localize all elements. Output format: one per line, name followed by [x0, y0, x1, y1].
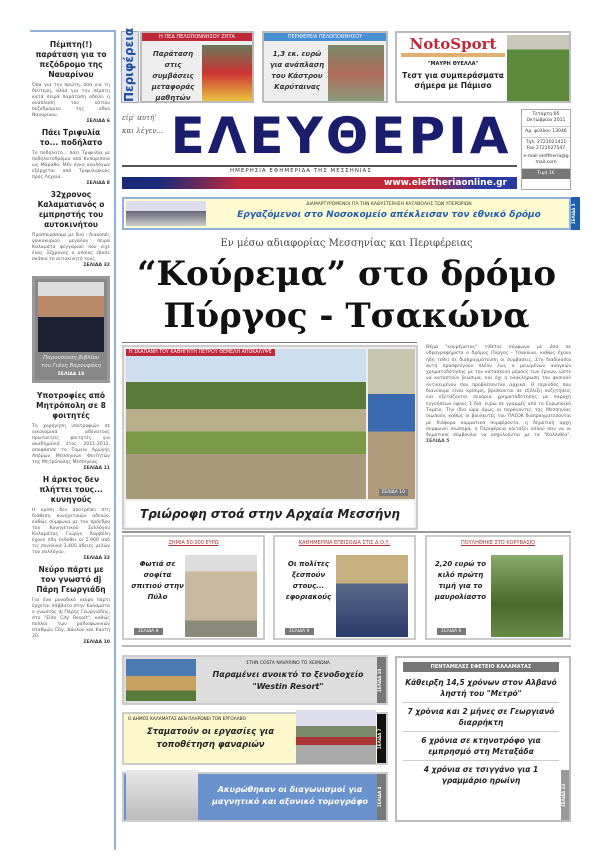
box-text: Φωτιά σε σοφίτα σπιτιού στην Πύλο: [131, 560, 184, 601]
photo-story[interactable]: [122, 345, 418, 530]
page-ref: ΣΕΛΙΔΑ 8: [134, 628, 163, 635]
page-tab: ΣΕΛΙΔΑ 10: [377, 657, 386, 703]
court-header: ΠΕΝΤΑΜΕΛΕΣ ΕΦΕΤΕΙΟ ΚΑΛΑΜΑΤΑΣ: [403, 662, 559, 672]
page-tab: ΣΕΛΙΔΑ 3: [571, 197, 580, 230]
article-body: Τη χορήγηση υποτροφιών σε οικονομικά αδύνατους πρωτοετείς φοιτητές για ακαδημαϊκό έτος 2011-2012, αποφάσισε το Ταμείο Αρωγής Απόρων Μεσσηνίων Φοιτητών της Μητρόπολης Μεσσηνίας.: [32, 424, 110, 465]
photo-box[interactable]: [32, 276, 110, 383]
teaser-text: Παράταση στις συμβάσεις μεταφοράς μαθητών: [151, 50, 195, 102]
banner-story[interactable]: [122, 197, 571, 230]
page-ref: ΣΕΛΙΔΑ 32: [83, 556, 110, 561]
article-body: Όσα για την πρώτη, όσα για τη δεύτερη, αλλά για την πέμπτη κατά σειρά παράταση οδεύει η ανάπλαση του νοτίου πεζοδρομίου της οδού Ναυαρίνου.: [32, 83, 110, 118]
story-text: Ακυρώθηκαν οι διαγωνισμοί για μαγνητικό και αξονικό τομογράφο: [212, 785, 368, 806]
court-box[interactable]: [395, 656, 571, 822]
page-ref: ΣΕΛΙΔΑ 6: [437, 628, 466, 635]
professor-photo: [368, 349, 415, 499]
logo[interactable]: ΕΛΕΥΘΕΡΙΑ: [170, 107, 512, 165]
left-article[interactable]: [32, 565, 110, 645]
news-box[interactable]: [273, 535, 416, 640]
story-text: Σταματούν οι εργασίες για τοποθέτηση φαναριών: [146, 727, 275, 750]
article-title: Πάει Τριφυλία το... ποδήλατο: [39, 128, 103, 147]
teaser-photo: [328, 45, 384, 101]
email: e-mail eleftheria@gmail.com: [522, 152, 570, 169]
article-body: Για ένα μοναδικό νεύρο πάρτι έρχεται σάββατο στην Καλαμάτα ο γνωστός dj Πάρης Γεωργιάδης, στο "Elite City Resort", καθώς πολλοί των ραδιοφωνικών σταθμών City, Δάυλου και Καυτή 20.: [32, 598, 110, 639]
news-box[interactable]: [122, 535, 265, 640]
issue-date: Τετάρτη 05 Οκτωβρίου 2011: [522, 110, 570, 127]
story-text: Παραμένει ανοικτό το ξενοδοχείο "Westin Resort": [212, 670, 364, 691]
bottom-story[interactable]: [122, 712, 388, 765]
page-ref: ΣΕΛΙΔΑ 6: [86, 119, 110, 124]
teaser-header: Η ΠΕΔ ΠΕΛΟΠΟΝΝΗΣΟΥ ΖΗΤΑ: [142, 33, 252, 41]
court-item: 6 χρόνια σε κτηνοτρόφο για εμπρησμό στη Μεταξάδα: [403, 732, 559, 761]
portrait-photo: [38, 282, 104, 352]
box-header: ΠΟΥΛΗΘΗΚΕ ΣΤΟ ΚΟΡΥΒΑΣΙΟ: [460, 540, 536, 546]
page-ref: ΣΕΛΙΔΑ 18: [57, 372, 85, 377]
article-title: Πέμπτη(!) παράταση για το πεζόδρομο της Ναυαρίνου: [35, 40, 107, 79]
lead-headline-1[interactable]: “Κούρεμα” στο δρόμο: [136, 254, 557, 294]
article-title: Νεύρο πάρτι με τον γνωστό dj Πάρη Γεωργιάδη: [36, 565, 106, 594]
left-article[interactable]: [32, 475, 110, 561]
banner-title: Εργαζόμενοι στο Νοσοκομείο απέκλεισαν τον εθνικό δρόμο: [237, 210, 541, 220]
teaser-box[interactable]: [262, 31, 388, 103]
masthead-subtitle: ΗΜΕΡΗΣΙΑ ΕΦΗΜΕΡΙΔΑ ΤΗΣ ΜΕΣΣΗΝΙΑΣ: [230, 168, 372, 174]
box-text: Οι πολίτες ξεσπούν στους... εφοριακούς: [285, 560, 332, 601]
page-tab: ΣΕΛΙΔΑ 13: [561, 770, 569, 820]
story-kicker: Ο ΔΗΜΟΣ ΚΑΛΑΜΑΤΑΣ ΔΕΝ ΠΛΗΡΩΝΕΙ ΤΟΝ ΕΡΓΟΛΑΒΟ: [128, 717, 246, 722]
box-photo: [185, 555, 257, 637]
court-item: 4 χρόνια σε τσιγγάνο για 1 γραμμάριο ηρωίνη: [423, 765, 539, 785]
page-ref: ΣΕΛΙΔΑ 11: [83, 466, 110, 471]
photo-label: Η ΣΚΑΠΑΝΗ ΤΟΥ ΚΑΘΗΓΗΤΗ ΠΕΤΡΟΥ ΘΕΜΕΛΗ ΑΠΟΚΑΛΥΨΕ: [126, 349, 275, 356]
teaser-box[interactable]: [140, 31, 254, 103]
story-kicker: ΣΤΗΝ COSTA NAVARINO ΤΟ ΧΕΙΜΩΝΑ: [246, 661, 330, 666]
page-tab: ΣΕΛΙΔΑ 7: [377, 714, 386, 763]
left-article[interactable]: [32, 128, 110, 186]
sport-brand: NotoSport: [401, 35, 505, 57]
banner-kicker: ΔΙΑΜΑΡΤΥΡΟΜΕΝΟΙ ΓΙΑ ΤΗΝ ΚΑΘΥΣΤΕΡΗΣΗ ΚΑΤΑΒΟΛΗΣ ΤΩΝ ΥΠΕΡΩΡΙΩΝ: [306, 202, 472, 207]
teaser-photo: [202, 45, 252, 101]
bottom-story[interactable]: [122, 772, 388, 822]
issue-info: [521, 109, 571, 190]
box-photo: [491, 555, 563, 637]
issue-number: Αρ. φύλλου 13046: [522, 127, 570, 138]
teaser-text: 1,3 εκ. ευρώ για ανάπλαση του Κάστρου Καρύταινας: [269, 50, 325, 91]
left-column: [30, 30, 116, 850]
section-tab: Περιφέρεια: [121, 31, 139, 103]
box-header: ΖΗΜΙΑ 50.000 ΕΥΡΩ: [168, 540, 219, 546]
lead-body: [426, 345, 571, 446]
phone: Τηλ. 2721021421: [525, 140, 567, 145]
sport-teaser[interactable]: [395, 31, 571, 103]
lead-text: Θέμα "κουρέματος" τίθεται σύμφωνα με όσα σε υδρογραφήματα ο δρόμος Πύργος - Τσακώνα, καθώς έχουν ήδη τεθεί σε διαπραγμάτευση οι συμβάσεις. Στη διαδικασία αυτή προσφεύγουν πλέον έως ο μειωμένων αναγκών χρηματοδότησης με την κατασκευή μέρους των έργων, ώστε να καταστούν βιώσιμα, και όχι η ολοκλήρωση του φυσικού αντικειμένου που προβλέπονταν αρχικά. Η περίοδος που διανύουμε είναι κρίσιμη, βρίσκονται σε εξέλιξη συζητήσεις και εξετάζονται σενάρια χρηματοδότησης με παροχή εγγυήσεων ύψους 1 δισ. ευρώ σε γραμμές από το Ευρωπαϊκό Ταμείο. Την ίδια ώρα όμως οι παράγοντες της Μεσσηνίας σιωπούν, καθώς οι βουλευτές του ΠΑΣΟΚ διαπραγματεύονται με διάφορα κομματικά συμφέροντα, η δημοτική αρχή συμφωνεί σιωπηρά, η Περιφέρεια κοιτάζει αλλού σαν να οι δημοτικοί σύμβουλοι να ασχολούνται με τα "Καλλιθέα".: [426, 345, 571, 439]
page-ref: ΣΕΛΙΔΑ 10: [379, 489, 408, 496]
article-body: Η κρίση δεν αποτρέπει στη διάθεση κυνηγετικών αδειών, καθώς σύμφωνα με τον πρόεδρο του Κυνηγετικού Συλλόγου Καλαμάτας Γιώργο Καρβέλη έχουν ήδη εκδοθεί οι 2.900 από τις συνολικά 3.400 άδειες μελών του συλλόγου.: [32, 508, 110, 555]
website-bar: [122, 177, 517, 189]
scanner-photo: [126, 770, 198, 820]
slogan: είμ' αυτή' και λέγεν...: [122, 114, 164, 135]
left-article[interactable]: [32, 40, 110, 124]
court-item: Κάθειρξη 14,5 χρόνων στον Αλβανό ληστή του "Μετρό": [403, 674, 559, 703]
left-article[interactable]: [32, 190, 110, 268]
article-body: Το ποδήλατο... πάει Τριφυλία με ποδηλατοδρόμιο από Κυπαρισσία ως Μάραθο. Μέν όγκο αναλόγων εξέρχεται από Τριφυλιακούς προς Λεχαία.: [32, 151, 110, 180]
teaser-header: ΠΕΡΙΦΕΡΕΙΑ ΠΕΛΟΠΟΝΝΗΣΟΥ: [264, 33, 386, 41]
price: Τιμή 1€: [522, 169, 570, 179]
photo-caption: Τριώροφη στοά στην Αρχαία Μεσσήνη: [126, 501, 414, 527]
website-link[interactable]: www.eleftheriaonline.gr: [384, 178, 507, 188]
traffic-photo: [296, 710, 376, 764]
page-ref: ΣΕΛΙΔΑ 10: [83, 640, 110, 645]
lead-kicker: Εν μέσω αδιαφορίας Μεσσηνίας και Περιφέρειας: [220, 238, 473, 249]
archaeology-photo: [126, 349, 366, 499]
hotel-photo: [126, 659, 196, 701]
page-tab: ΣΕΛΙΔΑ 4: [377, 774, 386, 820]
box-text: 2,20 ευρώ το κιλό πρώτη τιμή για το μαυρολίαστο: [434, 560, 487, 601]
article-body: Προσπεράσαμε με δυο - διακοπές νοικοκυριού μεγάλου σειρά Καλαμάτα φεγγαριού που είχε ένας 32χρονος ο οποίος έβαλε σκόπιο το αυτοκίνητό τους.: [32, 233, 110, 262]
sport-photo: [507, 35, 569, 101]
article-title: 32χρονος Καλαματιανός ο εμπρηστής του αυτοκινήτου: [37, 190, 105, 229]
photo-caption: Παρουσίαση βιβλίου του Γιάνη Βαρουφάκη: [41, 355, 101, 369]
banner-photo: [126, 201, 206, 226]
fax: Fax 2721027547: [526, 146, 566, 151]
lead-headline-2[interactable]: Πύργος - Τσακώνα: [163, 296, 530, 336]
page-ref: ΣΕΛΙΔΑ 9: [285, 628, 314, 635]
bottom-story[interactable]: [122, 655, 388, 705]
box-photo: [336, 555, 408, 637]
court-item: 7 χρόνια και 2 μήνες σε Γεωργιανό διαρρήκτη: [403, 703, 559, 732]
page-ref: ΣΕΛΙΔΑ 5: [426, 439, 450, 445]
page-ref: ΣΕΛΙΔΑ 8: [86, 181, 110, 186]
article-title: Υποτροφίες από Μητρόπολη σε 8 φοιτητές: [36, 391, 106, 420]
article-title: Η άρκτος δεν πλήττει τους... κυνηγούς: [39, 475, 103, 504]
left-article[interactable]: [32, 391, 110, 471]
sport-text: Τεστ για συμπεράσματα σήμερα με Πάμισο: [402, 71, 504, 90]
news-box[interactable]: [425, 535, 571, 640]
box-header: ΚΑΘΗΜΕΡΙΝΑ ΕΠΕΙΣΟΔΙΑ ΣΤΙΣ Δ.Ο.Υ.: [298, 540, 391, 546]
sport-kicker: "ΜΑΥΡΗ ΘΥΕΛΛΑ": [427, 61, 479, 67]
page-ref: ΣΕΛΙΔΑ 32: [83, 263, 110, 268]
